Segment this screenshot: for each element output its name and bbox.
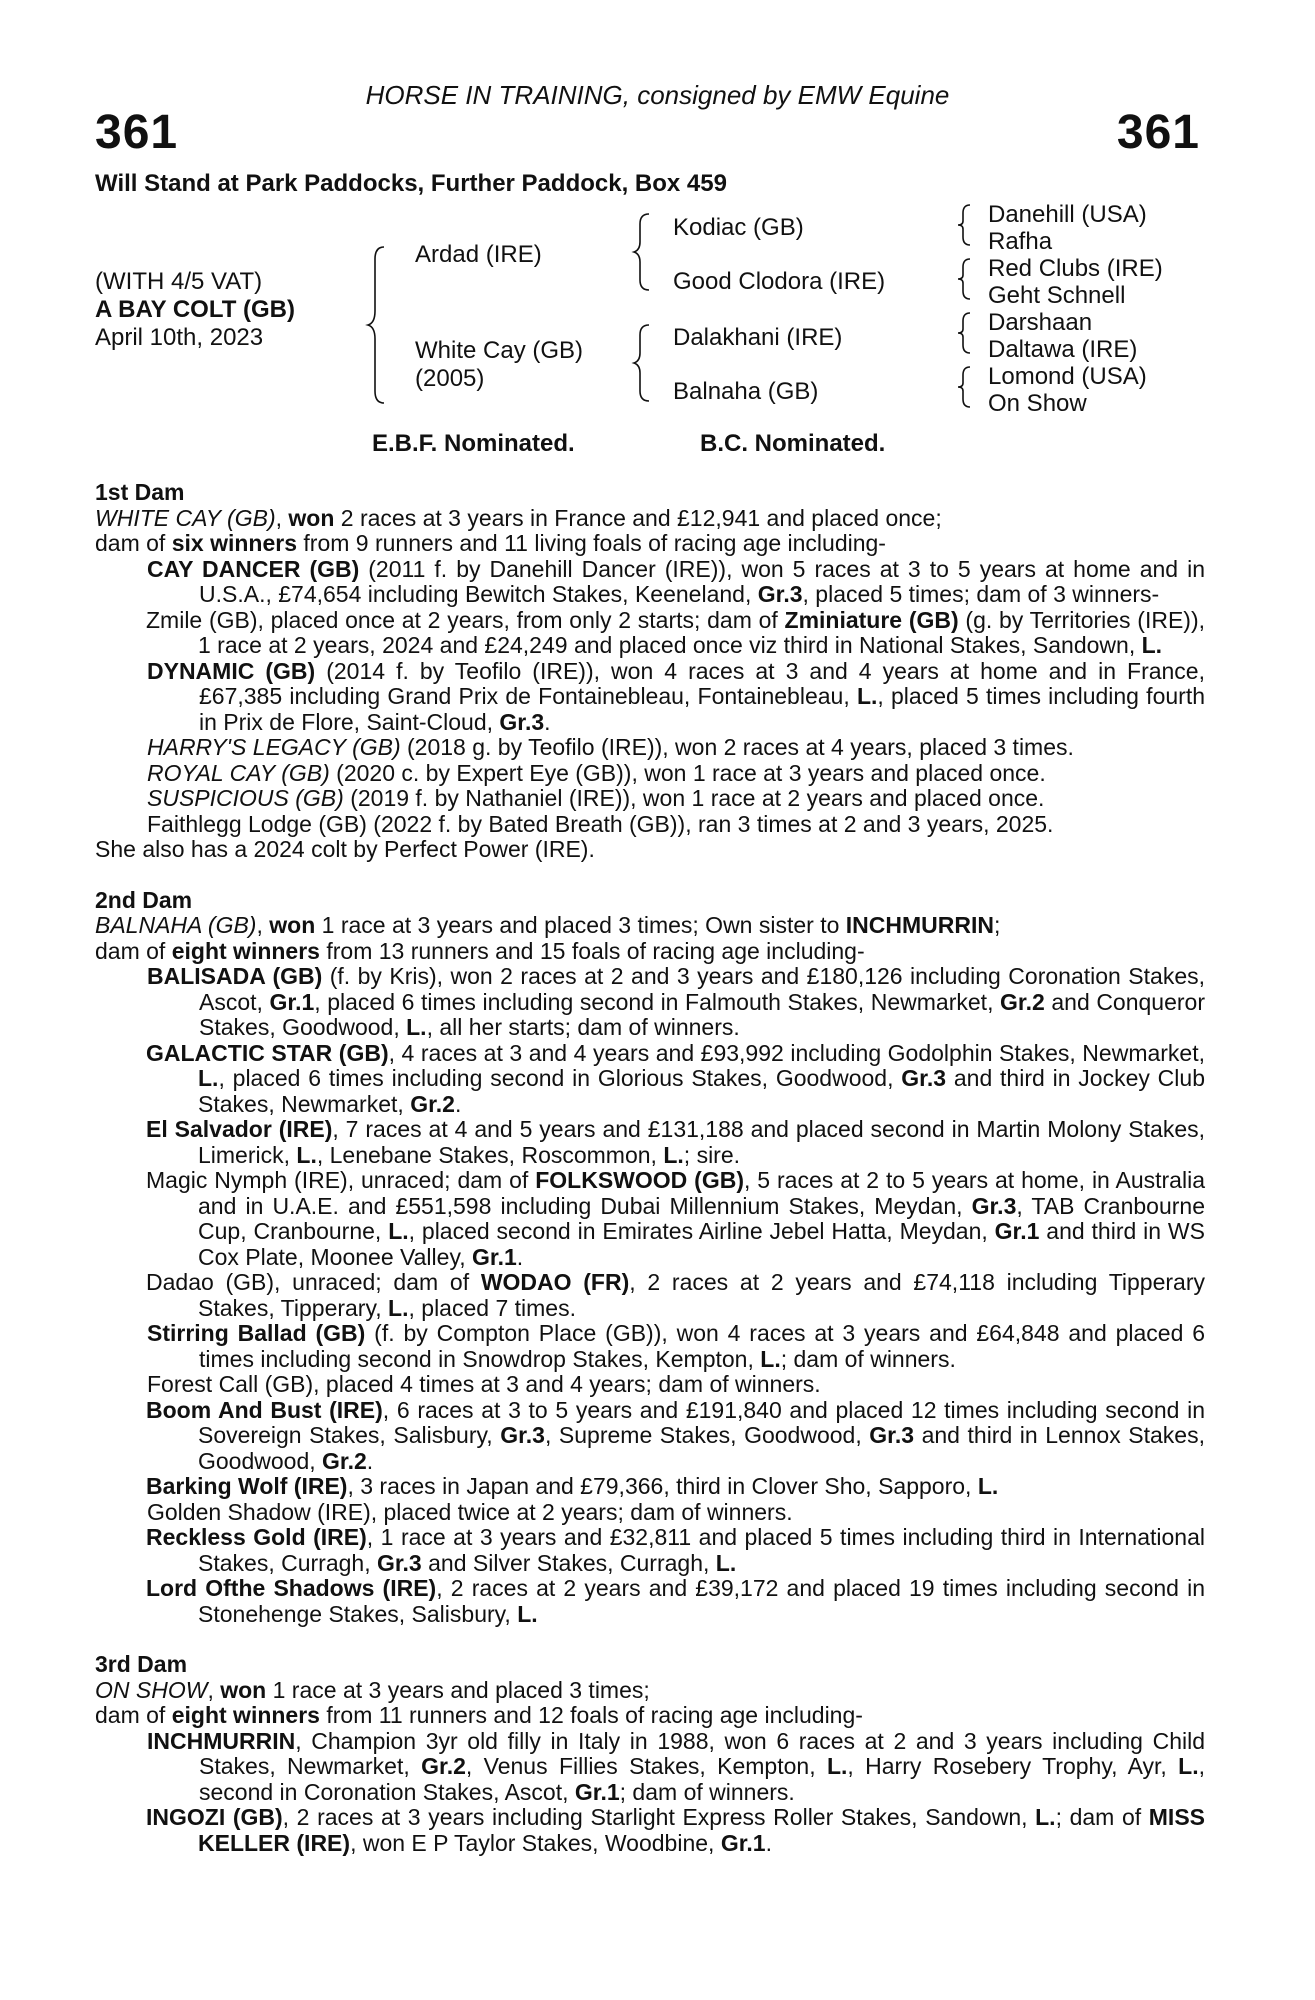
second-dam-line: BALNAHA (GB), won 1 race at 3 years and placed 3 times; Own sister to INCHMURRIN;: [95, 912, 1001, 938]
first-dam-summary: dam of six winners from 9 runners and 11 living foals of racing age including-: [95, 530, 886, 556]
grand-produce-entry: GALACTIC STAR (GB), 4 races at 3 and 4 years and £93,992 including Godolphin Stakes, Newmarket, L., placed 6 times including second in Glorious Stakes, Goodwood, Gr.3 and third in Jockey Club Stakes, Newmarket, Gr.2.: [146, 1039, 1205, 1117]
pedigree-sire-sire: Kodiac (GB): [673, 214, 804, 241]
pedigree-bracket-g3-2: [958, 257, 974, 301]
lot-number-right: 361: [1116, 106, 1200, 159]
pedigree-g3-1: Danehill (USA): [988, 201, 1147, 228]
pedigree-bracket-g3-1: [958, 203, 974, 247]
pedigree-dam: White Cay (GB): [415, 337, 584, 364]
third-dam-summary: dam of eight winners from 11 runners and 12 foals of racing age including-: [95, 1702, 863, 1728]
pedigree-sire: Ardad (IRE): [415, 241, 542, 268]
produce-entry: CAY DANCER (GB) (2011 f. by Danehill Dancer (IRE)), won 5 races at 3 to 5 years at home and in U.S.A., £74,654 including Bewitch Stakes, Keeneland, Gr.3, placed 5 times; dam of 3 winners-: [147, 555, 1205, 607]
pedigree-g3-2: Rafha: [988, 228, 1053, 255]
produce-entry: INCHMURRIN, Champion 3yr old filly in Italy in 1988, won 6 races at 2 and 3 years including Child Stakes, Newmarket, Gr.2, Venus Fillies Stakes, Kempton, L., Harry Rosebery Trophy, Ayr, L., second in Coronation Stakes, Ascot, Gr.1; dam of winners.: [147, 1727, 1206, 1805]
produce-entry: ROYAL CAY (GB) (2020 c. by Expert Eye (GB)), won 1 race at 3 years and placed once.: [147, 759, 1046, 786]
produce-entry: HARRY'S LEGACY (GB) (2018 g. by Teofilo (IRE)), won 2 races at 4 years, placed 3 times.: [147, 734, 1074, 760]
ebf-nomination: E.B.F. Nominated.: [372, 430, 575, 457]
grand-produce-entry: Boom And Bust (IRE), 6 races at 3 to 5 years and £191,840 and placed 12 times including second in Sovereign Stakes, Salisbury, Gr.3, Supreme Stakes, Goodwood, Gr.3 and third in Lennox Stakes, Goodwood, Gr.2.: [146, 1396, 1205, 1474]
pedigree-g3-7: Lomond (USA): [988, 363, 1147, 390]
produce-entry: Forest Call (GB), placed 4 times at 3 and 4 years; dam of winners.: [147, 1371, 821, 1397]
third-dam-line: ON SHOW, won 1 race at 3 years and placed 3 times;: [95, 1676, 650, 1703]
pedigree-g3-3: Red Clubs (IRE): [988, 255, 1163, 282]
first-dam-line: WHITE CAY (GB), won 2 races at 3 years in France and £12,941 and placed once;: [95, 504, 942, 531]
grand-produce-entry: Reckless Gold (IRE), 1 race at 3 years and £32,811 and placed 5 times including third in International Stakes, Curragh, Gr.3 and Silver Stakes, Curragh, L.: [146, 1524, 1205, 1576]
grand-produce-entry: INGOZI (GB), 2 races at 3 years including Starlight Express Roller Stakes, Sandown, L.; dam of MISS KELLER (IRE), won E P Taylor Stakes, Woodbine, Gr.1.: [146, 1804, 1205, 1856]
produce-entry: Golden Shadow (IRE), placed twice at 2 years; dam of winners.: [147, 1498, 793, 1525]
grand-produce-entry: Dadao (GB), unraced; dam of WODAO (FR), 2 races at 2 years and £74,118 including Tipperary Stakes, Tipperary, L., placed 7 times.: [146, 1269, 1205, 1321]
second-dam-summary: dam of eight winners from 13 runners and 15 foals of racing age including-: [95, 937, 865, 964]
pedigree-bracket-main: [370, 245, 390, 405]
pedigree-g3-8: On Show: [988, 390, 1087, 417]
second-dam-heading: 2nd Dam: [95, 886, 193, 913]
grand-produce-entry: El Salvador (IRE), 7 races at 4 and 5 years and £131,188 and placed second in Martin Molony Stakes, Limerick, L., Lenebane Stakes, Roscommon, L.; sire.: [146, 1116, 1205, 1168]
produce-entry: Faithlegg Lodge (GB) (2022 f. by Bated Breath (GB)), ran 3 times at 2 and 3 years, 2025.: [147, 810, 1054, 837]
grand-produce-entry: Lord Ofthe Shadows (IRE), 2 races at 2 years and £39,172 and placed 19 times including second in Stonehenge Stakes, Salisbury, L.: [146, 1575, 1205, 1627]
grand-produce-entry: Magic Nymph (IRE), unraced; dam of FOLKSWOOD (GB), 5 races at 2 to 5 years at home, in Australia and in U.A.E. and £551,598 including Dubai Millennium Stakes, Meydan, Gr.3, TAB Cranbourne Cup, Cranbourne, L., placed second in Emirates Airline Jebel Hatta, Meydan, Gr.1 and third in WS Cox Plate, Moonee Valley, Gr.1.: [146, 1167, 1206, 1270]
third-dam-heading: 3rd Dam: [95, 1651, 188, 1677]
pedigree-dam-sire: Dalakhani (IRE): [673, 324, 843, 351]
foaling-date: April 10th, 2023: [95, 324, 264, 351]
stand-location: Will Stand at Park Paddocks, Further Paddock, Box 459: [95, 170, 727, 197]
produce-entry: DYNAMIC (GB) (2014 f. by Teofilo (IRE)), won 4 races at 3 and 4 years at home and in France, £67,385 including Grand Prix de Fontainebleau, Fontainebleau, L., placed 5 times including fourth in Prix de Flore, Saint-Cloud, Gr.3.: [147, 657, 1205, 735]
grand-produce-entry: Barking Wolf (IRE), 3 races in Japan and £79,366, third in Clover Sho, Sapporo, L.: [146, 1473, 999, 1499]
horse-name: A BAY COLT (GB): [95, 296, 296, 323]
pedigree-bracket-g3-4: [958, 365, 974, 409]
pedigree-sire-dam: Good Clodora (IRE): [673, 268, 886, 295]
catalogue-subtitle: HORSE IN TRAINING, consigned by EMW Equine: [365, 80, 950, 110]
produce-entry: SUSPICIOUS (GB) (2019 f. by Nathaniel (IRE)), won 1 race at 2 years and placed once.: [147, 785, 1045, 811]
pedigree-dam-dam: Balnaha (GB): [673, 378, 819, 405]
pedigree-bracket-dam: [635, 323, 655, 403]
bc-nomination: B.C. Nominated.: [700, 430, 886, 457]
vat-note: (WITH 4/5 VAT): [95, 268, 263, 295]
produce-entry: BALISADA (GB) (f. by Kris), won 2 races at 2 and 3 years and £180,126 including Coronation Stakes, Ascot, Gr.1, placed 6 times including second in Falmouth Stakes, Newmarket, Gr.2 and Conqueror Stakes, Goodwood, L., all her starts; dam of winners.: [147, 963, 1205, 1040]
pedigree-bracket-g3-3: [958, 311, 974, 355]
pedigree-g3-5: Darshaan: [988, 309, 1093, 336]
pedigree-g3-6: Daltawa (IRE): [988, 336, 1138, 363]
grand-produce-entry: Zmile (GB), placed once at 2 years, from only 2 starts; dam of Zminiature (GB) (g. by Territories (IRE)), 1 race at 2 years, 2024 and £24,249 and placed once viz third in National Stakes, Sandown, L.: [146, 606, 1206, 658]
first-dam-heading: 1st Dam: [95, 479, 185, 505]
pedigree-g3-4: Geht Schnell: [988, 282, 1126, 309]
lot-number-left: 361: [95, 106, 179, 159]
produce-entry: Stirring Ballad (GB) (f. by Compton Place (GB)), won 4 races at 3 years and £64,848 and placed 6 times including second in Snowdrop Stakes, Kempton, L.; dam of winners.: [147, 1320, 1206, 1372]
produce-record: [95, 480, 1205, 1856]
pedigree-dam-year: (2005): [415, 365, 485, 392]
pedigree-bracket-sire: [635, 212, 655, 292]
first-dam-final-note: She also has a 2024 colt by Perfect Power (IRE).: [95, 836, 595, 862]
